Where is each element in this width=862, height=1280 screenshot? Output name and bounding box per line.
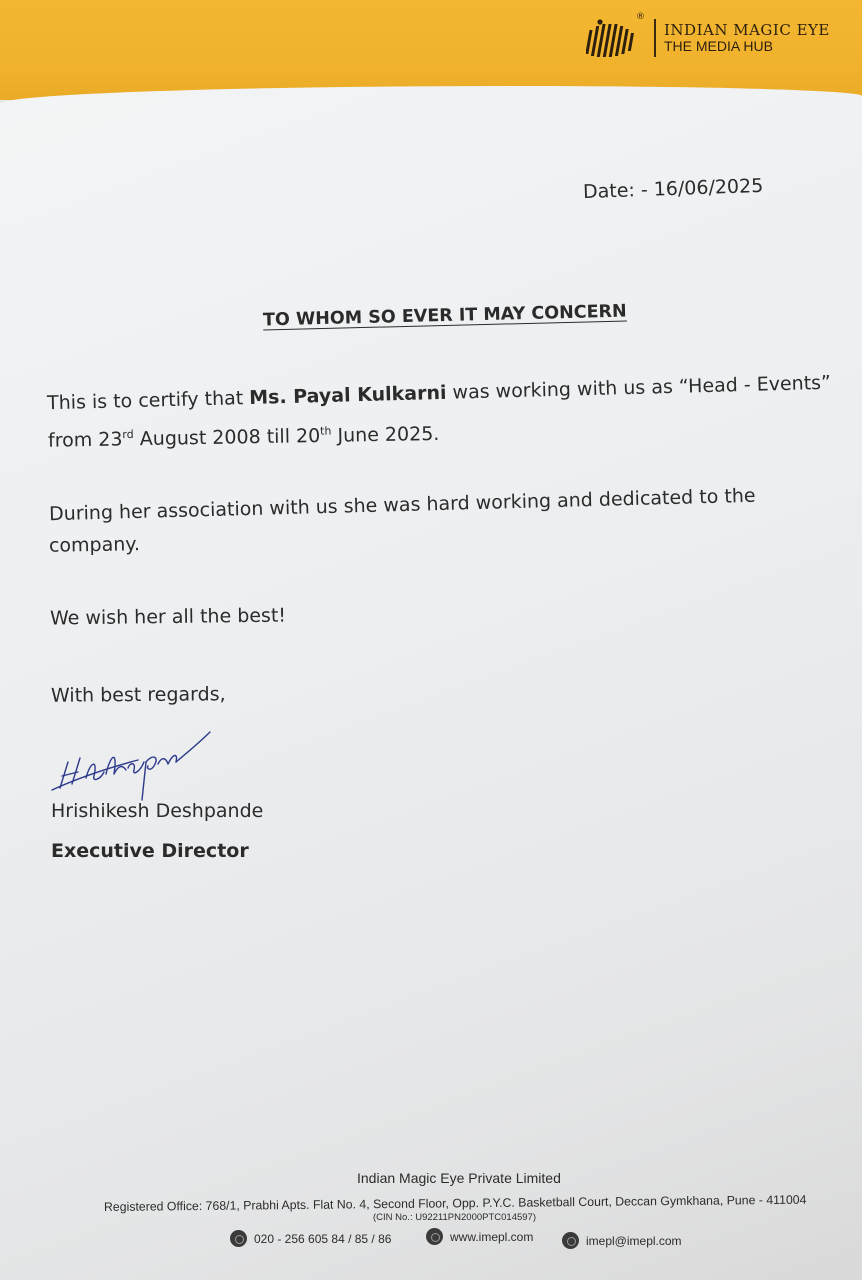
company-name: INDIAN MAGIC EYE bbox=[664, 21, 830, 40]
letter-date: Date: - 16/06/2025 bbox=[582, 174, 764, 204]
paragraph-1-line-2: from 23rd August 2008 till 20th June 2025. bbox=[47, 422, 440, 452]
mail-icon bbox=[562, 1232, 579, 1249]
employee-name: Ms. Payal Kulkarni bbox=[248, 381, 447, 409]
letter-paper bbox=[0, 86, 862, 1280]
handwritten-signature bbox=[48, 722, 218, 802]
company-tagline: THE MEDIA HUB bbox=[664, 37, 773, 54]
globe-icon bbox=[426, 1228, 443, 1245]
ime-logo-mark bbox=[586, 16, 648, 60]
paragraph-3: We wish her all the best! bbox=[49, 604, 287, 630]
paragraph-2-line-2: company. bbox=[48, 533, 141, 557]
footer-email: imepl@imepl.com bbox=[562, 1232, 682, 1249]
company-logo bbox=[586, 14, 830, 62]
footer-cin: (CIN No.: U92211PN2000PTC014597) bbox=[373, 1212, 536, 1223]
signatory-name: Hrishikesh Deshpande bbox=[51, 800, 264, 822]
phone-icon bbox=[230, 1230, 247, 1247]
closing: With best regards, bbox=[50, 683, 226, 707]
letter-heading: TO WHOM SO EVER IT MAY CONCERN bbox=[262, 301, 627, 331]
paragraph-1-line-1: This is to certify that Ms. Payal Kulkarni was working with us as “Head - Events” bbox=[46, 371, 832, 415]
registered-mark: ® bbox=[636, 12, 645, 22]
paragraph-2-line-1: During her association with us she was hard working and dedicated to the bbox=[48, 484, 756, 526]
logo-divider bbox=[654, 19, 656, 57]
footer-address: Registered Office: 768/1, Prabhi Apts. Flat No. 4, Second Floor, Opp. P.Y.C. Basketball Court, Deccan Gymkhana, Pune - 411004 bbox=[103, 1192, 807, 1214]
footer-company: Indian Magic Eye Private Limited bbox=[357, 1170, 561, 1186]
signatory-title: Executive Director bbox=[51, 840, 249, 862]
footer-phone: 020 - 256 605 84 / 85 / 86 bbox=[230, 1230, 391, 1247]
footer-website: www.imepl.com bbox=[426, 1228, 533, 1245]
